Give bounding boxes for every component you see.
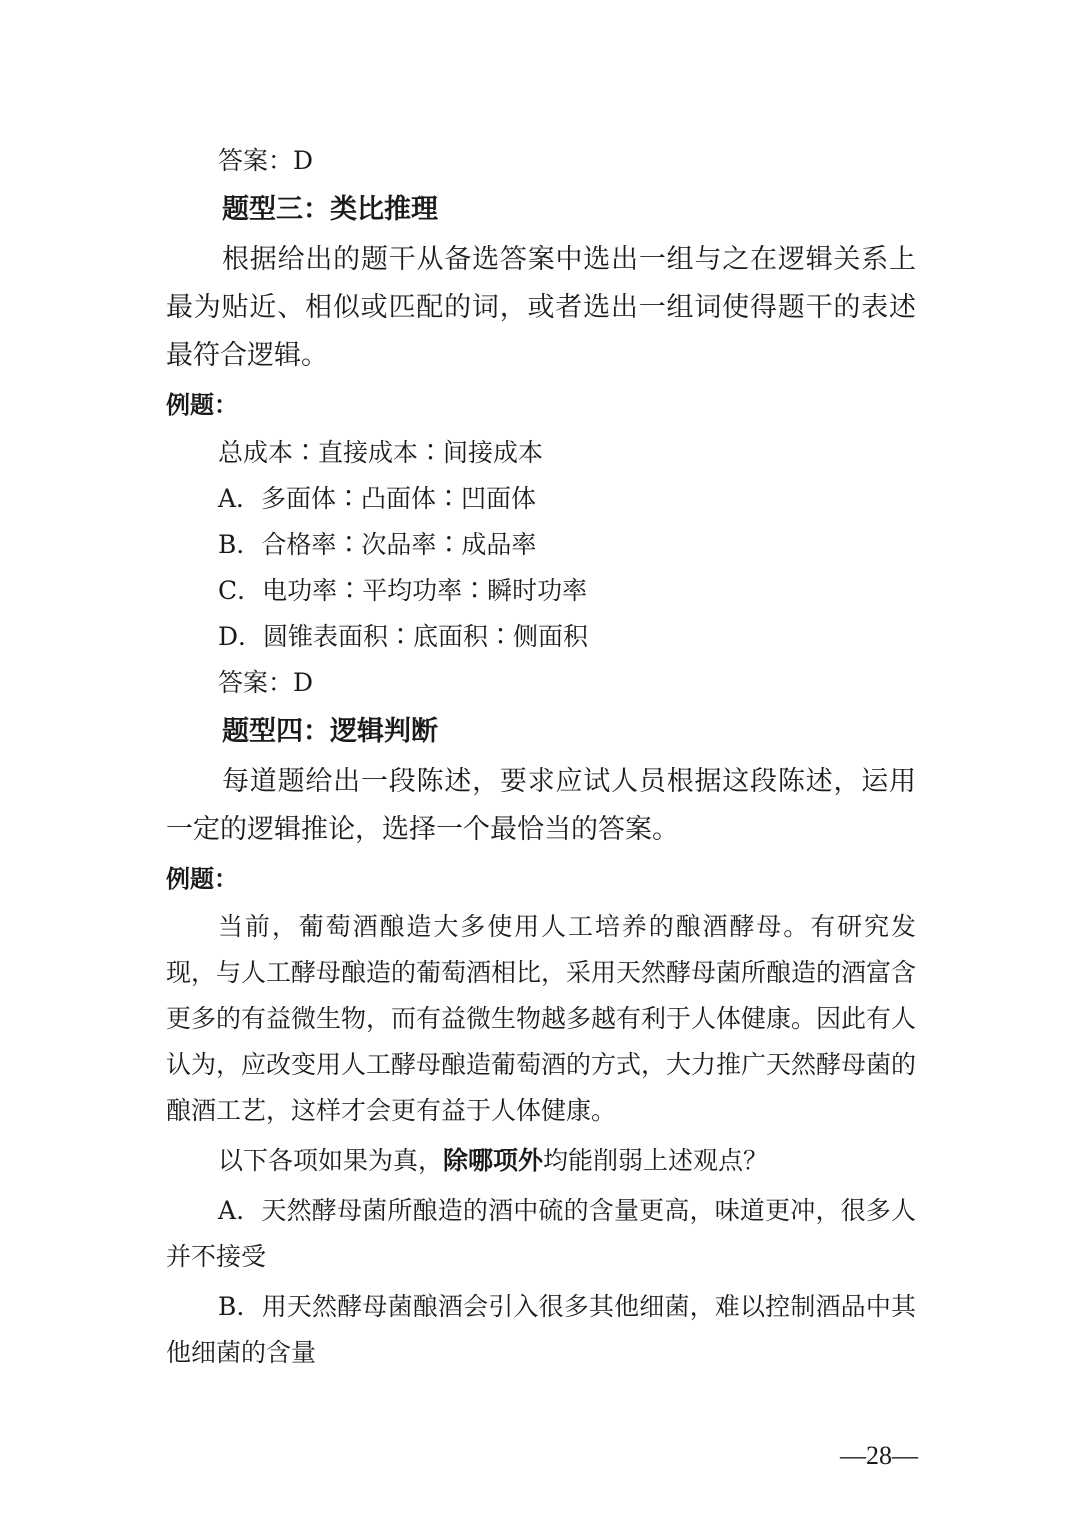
- example-question-logic: [166, 1138, 916, 1184]
- option-c-analogy: C．电功率∶平均功率∶瞬时功率: [218, 576, 588, 605]
- page-number: —28—: [840, 1441, 918, 1470]
- example-question-analogy: 总成本∶直接成本∶间接成本: [218, 438, 544, 467]
- option-b-logic: B．用天然酵母菌酿酒会引入很多其他细菌，难以控制酒品中其他细菌的含量: [166, 1292, 916, 1367]
- question-prefix: 以下各项如果为真，: [218, 1146, 444, 1175]
- previous-answer: 答案：D: [218, 146, 314, 175]
- section-description-analogy: 根据给出的题干从备选答案中选出一组与之在逻辑关系上最为贴近、相似或匹配的词，或者选出一组词使得题干的表述最符合逻辑。: [166, 244, 916, 371]
- example-label-analogy: 例题：: [166, 391, 238, 419]
- example-passage-logic: 当前，葡萄酒酿造大多使用人工培养的酿酒酵母。有研究发现，与人工酵母酿造的葡萄酒相比，采用天然酵母菌所酿造的酒富含更多的有益微生物，而有益微生物越多越有利于人体健康。因此有人认为，应改变用人工酵母酿造葡萄酒的方式，大力推广天然酵母菌的酿酒工艺，这样才会更有益于人体健康。: [166, 912, 917, 1125]
- option-b-analogy: B．合格率∶次品率∶成品率: [218, 530, 537, 559]
- section-heading-analogy: 题型三：类比推理: [222, 194, 438, 225]
- example-label-logic: 例题：: [166, 865, 238, 893]
- question-suffix: 均能削弱上述观点？: [543, 1146, 769, 1175]
- question-emphasis: 除哪项外: [443, 1146, 544, 1175]
- option-d-analogy: D．圆锥表面积∶底面积∶侧面积: [218, 622, 589, 651]
- page-content: [166, 138, 916, 1376]
- answer-analogy: 答案：D: [218, 668, 314, 697]
- section-heading-logic: 题型四：逻辑判断: [222, 716, 438, 747]
- option-a-logic: A．天然酵母菌所酿造的酒中硫的含量更高，味道更冲，很多人并不接受: [166, 1196, 916, 1271]
- option-a-analogy: A．多面体∶凸面体∶凹面体: [218, 484, 537, 513]
- section-description-logic: 每道题给出一段陈述，要求应试人员根据这段陈述，运用一定的逻辑推论，选择一个最恰当的答案。: [166, 766, 916, 845]
